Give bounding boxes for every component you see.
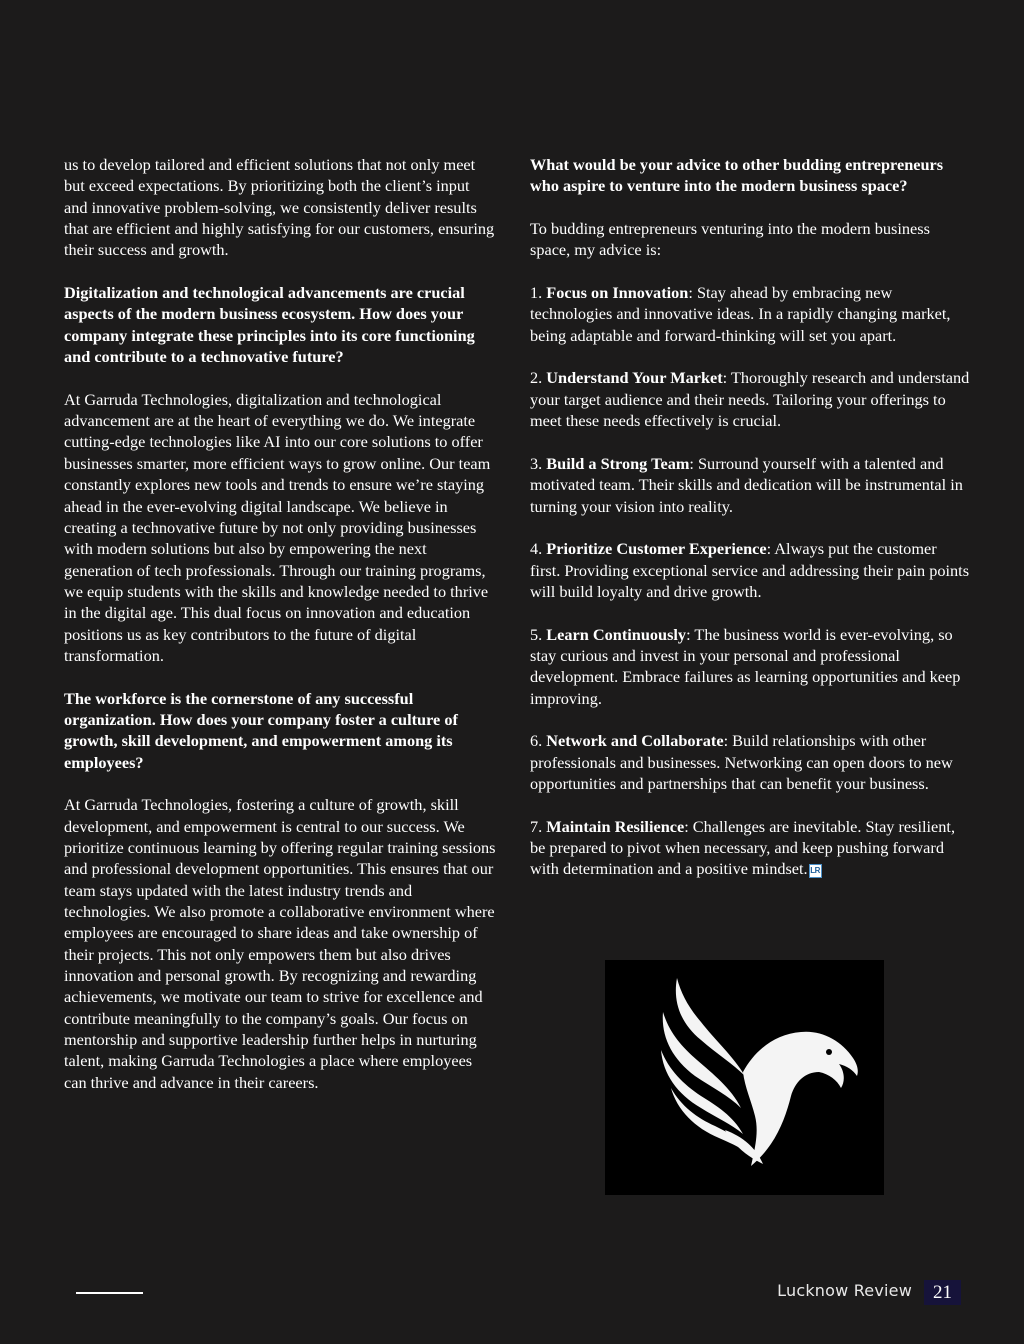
- advice-tip: [530, 538, 970, 602]
- tip-number: 3.: [530, 453, 547, 473]
- advice-tip: [530, 624, 970, 709]
- advice-tip: [530, 816, 970, 880]
- tip-number: 6.: [530, 731, 547, 751]
- tip-text: : Thoroughly research and understand your target audience and their needs. Tailoring your offerings to meet these needs effectively is crucial.: [530, 368, 970, 431]
- tip-text: : Always put the customer first. Providing exceptional service and addressing their pain points will build loyalty and drive growth.: [530, 539, 970, 601]
- lr-end-mark-icon: LR: [809, 864, 822, 878]
- company-logo: [605, 960, 884, 1195]
- tip-title: Network and Collaborate: [546, 731, 724, 751]
- advice-tip: [530, 730, 970, 794]
- tip-number: 7.: [530, 816, 547, 836]
- publication-name: Lucknow Review: [777, 1281, 912, 1300]
- tip-number: 4.: [530, 539, 547, 559]
- advice-tip: [530, 367, 970, 431]
- question-advice: What would be your advice to other budding entrepreneurs who aspire to venture into the modern business space?: [530, 155, 944, 196]
- tip-title: Prioritize Customer Experience: [546, 539, 767, 559]
- tip-text: : Stay ahead by embracing new technologies and innovative ideas. In a rapidly changing market, being adaptable and forward-thinking will set you apart.: [530, 283, 951, 345]
- page-number: 21: [924, 1280, 961, 1305]
- tip-title: Maintain Resilience: [546, 816, 685, 836]
- advice-intro: To budding entrepreneurs venturing into the modern business space, my advice is:: [530, 219, 930, 260]
- answer-workforce: At Garruda Technologies, fostering a culture of growth, skill development, and empowerment is central to our success. We prioritize continuous learning by offering regular training sessions and professional development opportunities. This ensures that our team stays updated with the latest industry trends and technologies. We also promote a collaborative environment where employees are encouraged to share ideas and take ownership of their projects. This not only empowers them but also drives innovation and personal growth. By recognizing and rewarding achievements, we motivate our team to strive for excellence and contribute meaningfully to the company’s goals. Our focus on mentorship and supportive leadership further helps in nurturing talent, making Garruda Technologies a place where employees can thrive and advance in their careers.: [64, 795, 496, 1092]
- footer-divider: [76, 1292, 143, 1294]
- answer-digitalization: At Garruda Technologies, digitalization and technological advancement are at the heart of everything we do. We integrate cutting-edge technologies like AI into our core solutions to offer businesses smarter, more efficient ways to grow online. Our team constantly explores new tools and trends to ensure we’re staying ahead in the ever-evolving digital landscape. We believe in creating a technovative future by not only providing businesses with modern solutions but also by empowering the next generation of tech professionals. Through our training programs, we equip students with the skills and knowledge needed to thrive in the digital age. This dual focus on innovation and education positions us as key contributors to the future of digital transformation.: [64, 389, 491, 665]
- tip-number: 2.: [530, 368, 547, 388]
- eagle-wing-icon: [605, 960, 884, 1195]
- tip-title: Learn Continuously: [546, 624, 687, 644]
- question-workforce: The workforce is the cornerstone of any successful organization. How does your company foster a culture of growth, skill development, and empowerment among its employees?: [64, 688, 458, 772]
- tip-title: Focus on Innovation: [546, 283, 689, 303]
- tip-title: Build a Strong Team: [546, 453, 690, 473]
- intro-continuation-paragraph: us to develop tailored and efficient solutions that not only meet but exceed expectations. By prioritizing both the client’s input and innovative problem-solving, we consistently deliver results that are efficient and highly satisfying for our customers, ensuring their success and growth.: [64, 155, 495, 260]
- tip-text: : The business world is ever-evolving, so stay curious and invest in your personal and professional development. Embrace failures as learning opportunities and keep improving.: [530, 624, 961, 708]
- question-digitalization: Digitalization and technological advancements are crucial aspects of the modern business ecosystem. How does your company integrate these principles into its core functioning and contribute to a technovative future?: [64, 283, 475, 367]
- tip-number: 5.: [530, 624, 547, 644]
- tip-title: Understand Your Market: [546, 368, 723, 388]
- advice-tip: [530, 282, 970, 346]
- tip-text: : Surround yourself with a talented and motivated team. Their skills and dedication will be instrumental in turning your vision into reality.: [530, 453, 963, 516]
- tip-text: : Challenges are inevitable. Stay resilient, be prepared to pivot when necessary, and keep pushing forward with determination and a positive mindset.: [530, 816, 956, 879]
- advice-tip: [530, 453, 970, 517]
- tip-text: : Build relationships with other professionals and businesses. Networking can open doors to new opportunities and partnerships that can benefit your business.: [530, 731, 953, 793]
- right-column: [530, 154, 970, 901]
- left-column: [64, 154, 496, 1114]
- tip-number: 1.: [530, 283, 547, 303]
